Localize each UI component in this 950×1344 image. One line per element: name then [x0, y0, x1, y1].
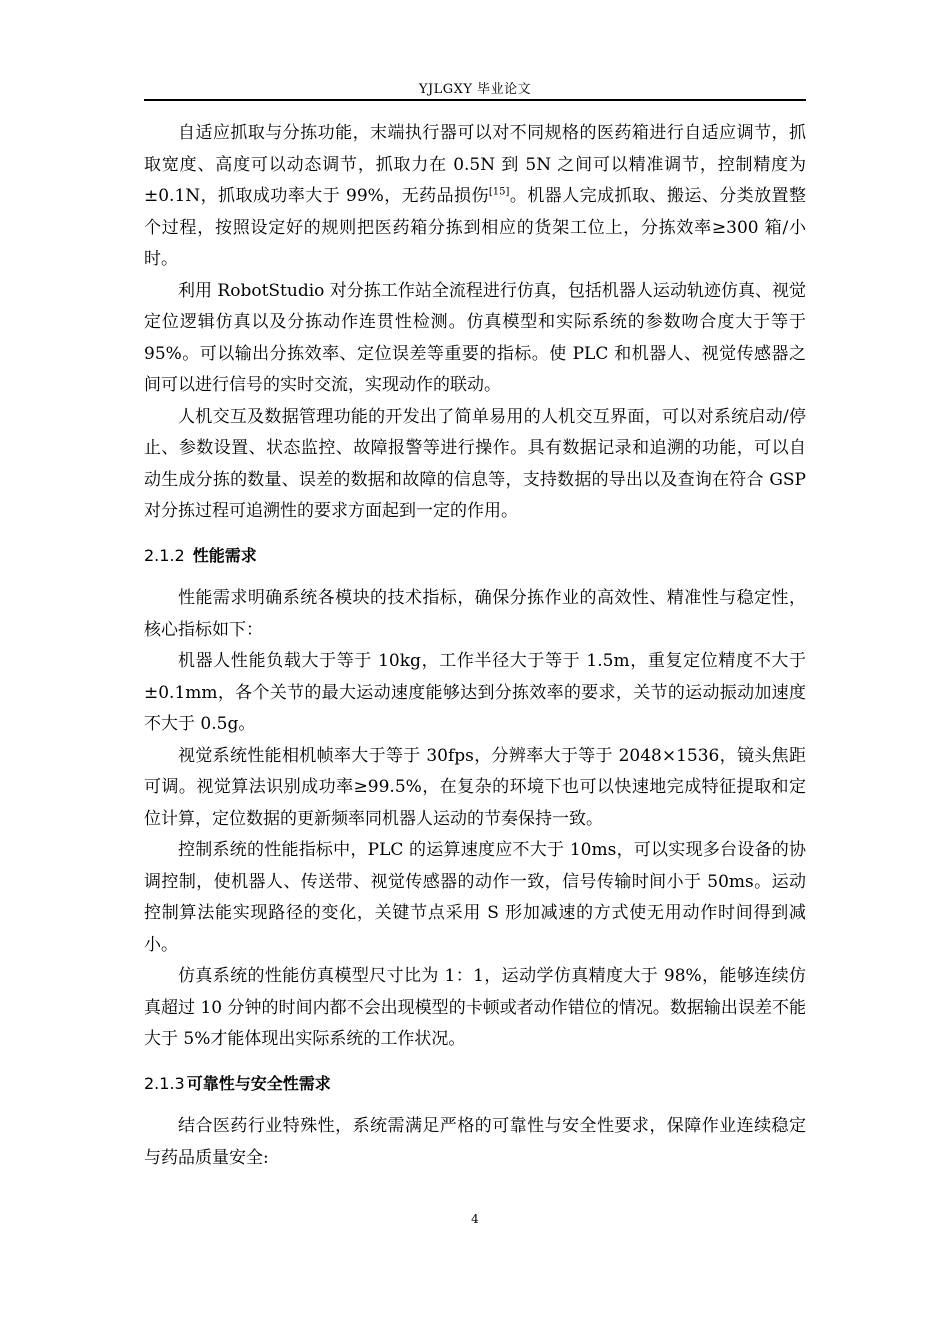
paragraph: 视觉系统性能相机帧率大于等于 30fps，分辨率大于等于 2048×1536，镜头焦距可调。视觉算法识别成功率≥99.5%，在复杂的环境下也可以快速地完成特征提取和定位计算，定位数据的更新频率同机器人运动的节奏保持一致。 — [144, 745, 806, 829]
section-number: 2.1.3 — [144, 1073, 185, 1093]
paragraph: 机器人性能负载大于等于 10kg，工作半径大于等于 1.5m，重复定位精度不大于±0.1mm，各个关节的最大运动速度能够达到分拣效率的要求，关节的运动振动加速度不大于 0.5g。 — [144, 651, 806, 734]
page-header: YJLGXY 毕业论文 — [418, 82, 532, 97]
section-title: 可靠性与安全性需求 — [186, 1073, 331, 1093]
paragraph: 利用 RobotStudio 对分拣工作站全流程进行仿真，包括机器人运动轨迹仿真、视觉定位逻辑仿真以及分拣动作连贯性检测。仿真模型和实际系统的参数吻合度大于等于 95%。可以输出分拣效率、定位误差等重要的指标。使 PLC 和机器人、视觉传感器之间可以进行信号的实时交流，实现动作的联动。 — [144, 280, 806, 395]
page-number: 4 — [471, 1212, 479, 1226]
paragraph: 人机交互及数据管理功能的开发出了简单易用的人机交互界面，可以对系统启动/停止、参数设置、状态监控、故障报警等进行操作。具有数据记录和追溯的功能，可以自动生成分拣的数量、误差的数据和故障的信息等，支持数据的导出以及查询在符合 GSP 对分拣过程可追溯性的要求方面起到一定的作用。 — [144, 406, 806, 521]
paragraph: 仿真系统的性能仿真模型尺寸比为 1：1，运动学仿真精度大于 98%，能够连续仿真超过 10 分钟的时间内都不会出现模型的卡顿或者动作错位的情况。数据输出误差不能大于 5%才能体现出实际系统的工作状况。 — [144, 966, 806, 1049]
citation[interactable]: [15] — [488, 186, 510, 198]
section-number: 2.1.2 — [144, 545, 185, 565]
paragraph: 自适应抓取与分拣功能，末端执行器可以对不同规格的医药箱进行自适应调节，抓取宽度、高度可以动态调节，抓取力在 0.5N 到 5N 之间可以精准调节，控制精度为±0.1N，抓取成功率大于 99%，无药品损伤[15]。机器人完成抓取、搬运、分类放置整个过程，按照设定好的规则把医药箱分拣到相应的货架工位上，分拣效率≥300 箱/小时。 — [144, 123, 806, 269]
section-title: 性能需求 — [192, 545, 257, 565]
header-rule — [144, 99, 806, 101]
paragraph: 结合医药行业特殊性，系统需满足严格的可靠性与安全性要求，保障作业连续稳定与药品质量安全: — [144, 1116, 806, 1168]
paragraph: 性能需求明确系统各模块的技术指标，确保分拣作业的高效性、精准性与稳定性，核心指标如下： — [144, 588, 806, 640]
page-body — [144, 118, 806, 1174]
section-heading — [144, 540, 806, 572]
section-heading — [144, 1068, 806, 1100]
paragraph: 控制系统的性能指标中，PLC 的运算速度应不大于 10ms，可以实现多台设备的协调控制，使机器人、传送带、视觉传感器的动作一致，信号传输时间小于 50ms。运动控制算法能实现路径的变化，关键节点采用 S 形加减速的方式使无用动作时间得到减小。 — [144, 840, 806, 955]
